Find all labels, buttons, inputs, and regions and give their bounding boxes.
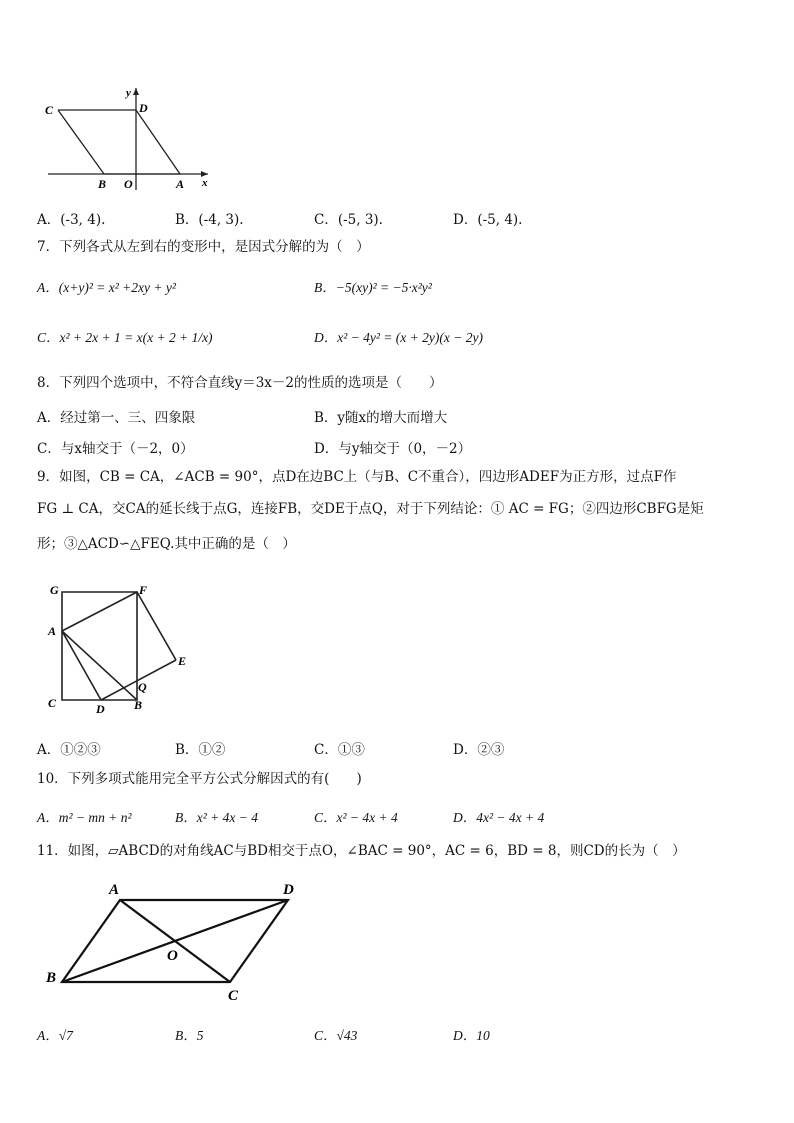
- q11-option-d: D．10: [453, 1028, 490, 1043]
- q8-stem: 8．下列四个选项中，不符合直线y＝3x－2的性质的选项是（ ）: [37, 375, 443, 391]
- fig6-label-O: O: [124, 177, 133, 191]
- q11-option-c: C．√43: [314, 1028, 358, 1043]
- q7-option-b: B．−5(xy)² = −5·x²y²: [314, 280, 432, 295]
- q9-stem-line1: 9．如图，CB = CA，∠ACB = 90°，点D在边BC上（与B、C不重合），四边形ADEF为正方形，过点F作: [37, 469, 677, 485]
- fig9-label-B: B: [134, 698, 143, 712]
- fig6-x-label: x: [202, 177, 208, 189]
- fig6-label-D: D: [139, 101, 148, 115]
- fig9-label-G: G: [50, 583, 59, 597]
- q11-stem: 11．如图，▱ABCD的对角线AC与BD相交于点O，∠BAC = 90°，AC = 6，BD = 8，则CD的长为（ ）: [37, 843, 686, 859]
- fig11-label-O: O: [167, 948, 178, 964]
- q7-option-d: D．x² − 4y² = (x + 2y)(x − 2y): [314, 330, 483, 345]
- q8-option-a: A．经过第一、三、四象限: [37, 410, 196, 426]
- q6-option-a: A．(-3, 4).: [37, 212, 106, 228]
- q11-option-a: A．√7: [37, 1028, 73, 1043]
- q11-parallelogram-figure: [40, 876, 310, 1008]
- q10-option-a: A．m² − mn + n²: [37, 810, 132, 825]
- fig11-label-B: B: [46, 970, 57, 986]
- fig11-label-A: A: [109, 882, 120, 898]
- q8-option-d: D．与y轴交于（0，－2）: [314, 441, 472, 457]
- q6-option-d: D．(-5, 4).: [453, 212, 523, 228]
- fig9-label-D: D: [96, 702, 105, 716]
- q7-option-c: C．x² + 2x + 1 = x(x + 2 + 1/x): [37, 330, 213, 345]
- q9-option-c: C．①③: [314, 742, 365, 758]
- fig11-label-D: D: [283, 882, 294, 898]
- fig9-label-E: E: [178, 654, 187, 668]
- q9-stem-line2: FG ⊥ CA，交CA的延长线于点G，连接FB，交DE于点Q，对于下列结论：① AC = FG；②四边形CBFG是矩: [37, 501, 704, 517]
- q9-option-b: B．①②: [175, 742, 226, 758]
- q9-square-figure: [40, 578, 200, 718]
- fig6-label-B: B: [98, 177, 107, 191]
- q7-stem: 7．下列各式从左到右的变形中，是因式分解的为（ ）: [37, 239, 370, 255]
- q8-option-c: C．与x轴交于（－2，0）: [37, 441, 194, 457]
- q9-option-d: D．②③: [453, 742, 505, 758]
- fig9-label-Q: Q: [138, 680, 147, 694]
- fig6-label-C: C: [45, 103, 54, 117]
- fig6-y-label: y: [126, 87, 131, 99]
- fig9-label-C: C: [48, 696, 57, 710]
- q8-option-b: B．y随x的增大而增大: [314, 410, 448, 426]
- q6-option-c: C．(-5, 3).: [314, 212, 383, 228]
- q6-coordinate-figure: [40, 82, 220, 194]
- q10-option-d: D．4x² − 4x + 4: [453, 810, 545, 825]
- q7-option-a: A．(x+y)² = x² +2xy + y²: [37, 280, 176, 295]
- q9-option-a: A．①②③: [37, 742, 101, 758]
- q10-stem: 10．下列多项式能用完全平方公式分解因式的有( ): [37, 771, 362, 787]
- q6-option-b: B．(-4, 3).: [175, 212, 244, 228]
- fig9-label-A: A: [48, 624, 57, 638]
- fig9-label-F: F: [139, 583, 148, 597]
- fig11-label-C: C: [228, 988, 239, 1004]
- q11-option-b: B．5: [175, 1028, 204, 1043]
- q10-option-b: B．x² + 4x − 4: [175, 810, 258, 825]
- q10-option-c: C．x² − 4x + 4: [314, 810, 398, 825]
- fig6-label-A: A: [176, 177, 185, 191]
- q9-stem-line3: 形；③△ACD∽△FEQ.其中正确的是（ ）: [37, 536, 296, 552]
